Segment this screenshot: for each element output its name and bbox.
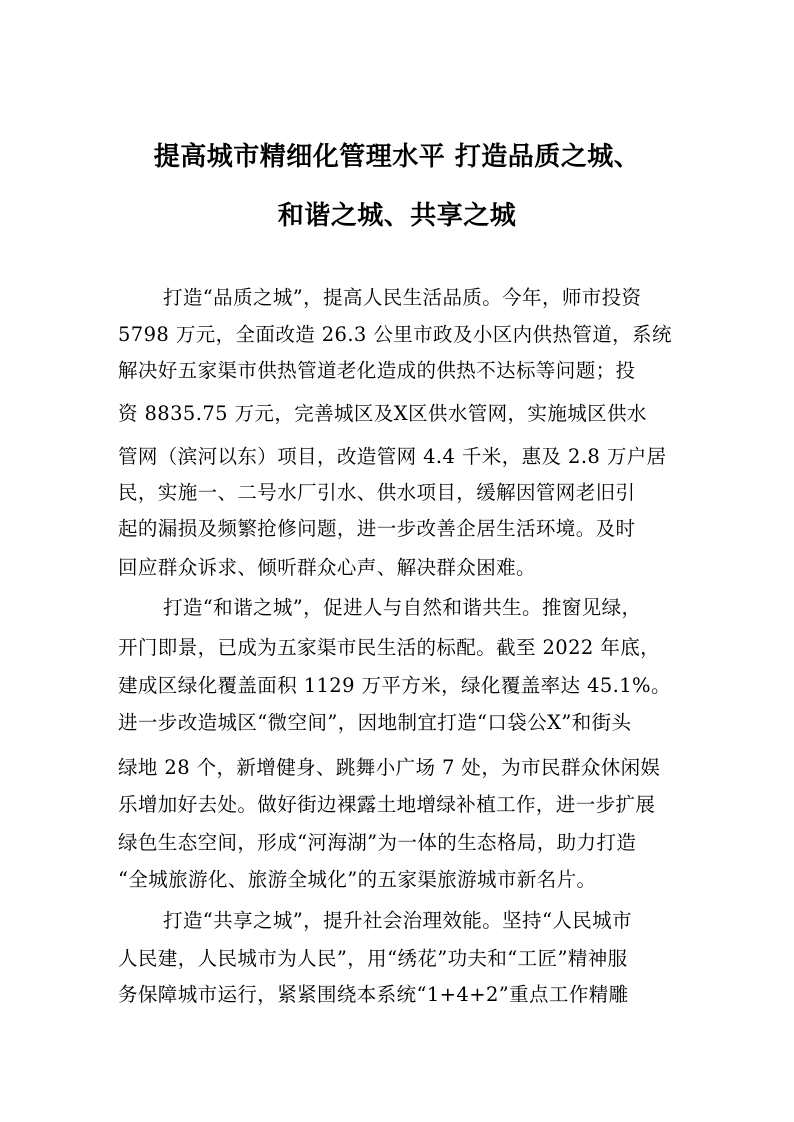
paragraph-1-line-3: 解决好五家渠市供热管道老化造成的供热不达标等问题；投	[118, 359, 636, 382]
document-title-line-1: 提高城市精细化管理水平 打造品质之城、	[153, 142, 641, 172]
paragraph-1-line-4: 资 8835.75 万元，完善城区及X区供水管网，实施城区供水	[118, 402, 647, 425]
paragraph-1-line-8: 回应群众诉求、倾听群众心声、解决群众困难。	[118, 556, 536, 579]
paragraph-1-line-1: 打造“品质之城”，提高人民生活品质。今年，师市投资	[163, 286, 642, 309]
paragraph-3-line-2: 人民建，人民城市为人民”，用“绣花”功夫和“工匠”精神服	[118, 947, 628, 970]
paragraph-2-line-6: 乐增加好去处。做好街边裸露土地增绿补植工作，进一步扩展	[118, 793, 656, 816]
paragraph-3-line-3: 务保障城市运行，紧紧围绕本系统“1+4+2”重点工作精雕	[118, 983, 629, 1006]
paragraph-2-line-8: “全城旅游化、旅游全城化”的五家渠旅游城市新名片。	[118, 868, 597, 891]
paragraph-3-line-1: 打造“共享之城”，提升社会治理效能。坚持“人民城市	[163, 909, 632, 932]
paragraph-1-line-5: 管网（滨河以东）项目，改造管网 4.4 千米，惠及 2.8 万户居	[118, 445, 667, 468]
paragraph-2-line-2: 开门即景，已成为五家渠市民生活的标配。截至 2022 年底，	[118, 636, 661, 659]
paragraph-2-line-1: 打造“和谐之城”，促进人与自然和谐共生。推窗见绿，	[163, 596, 642, 619]
paragraph-2-line-3: 建成区绿化覆盖面积 1129 万平方米，绿化覆盖率达 45.1%。	[118, 674, 671, 697]
document-title-line-2: 和谐之城、共享之城	[277, 201, 517, 231]
paragraph-1-line-2: 5798 万元，全面改造 26.3 公里市政及小区内供热管道，系统	[118, 323, 672, 346]
paragraph-1-line-7: 起的漏损及频繁抢修问题，进一步改善企居生活环境。及时	[118, 517, 636, 540]
paragraph-1-line-6: 民，实施一、二号水厂引水、供水项目，缓解因管网老旧引	[118, 481, 636, 504]
paragraph-2-line-4: 进一步改造城区“微空间”，因地制宜打造“口袋公X”和街头	[118, 711, 632, 734]
paragraph-2-line-7: 绿色生态空间，形成“河海湖”为一体的生态格局，助力打造	[118, 831, 637, 854]
paragraph-2-line-5: 绿地 28 个，新增健身、跳舞小广场 7 处，为市民群众休闲娱	[118, 756, 661, 779]
